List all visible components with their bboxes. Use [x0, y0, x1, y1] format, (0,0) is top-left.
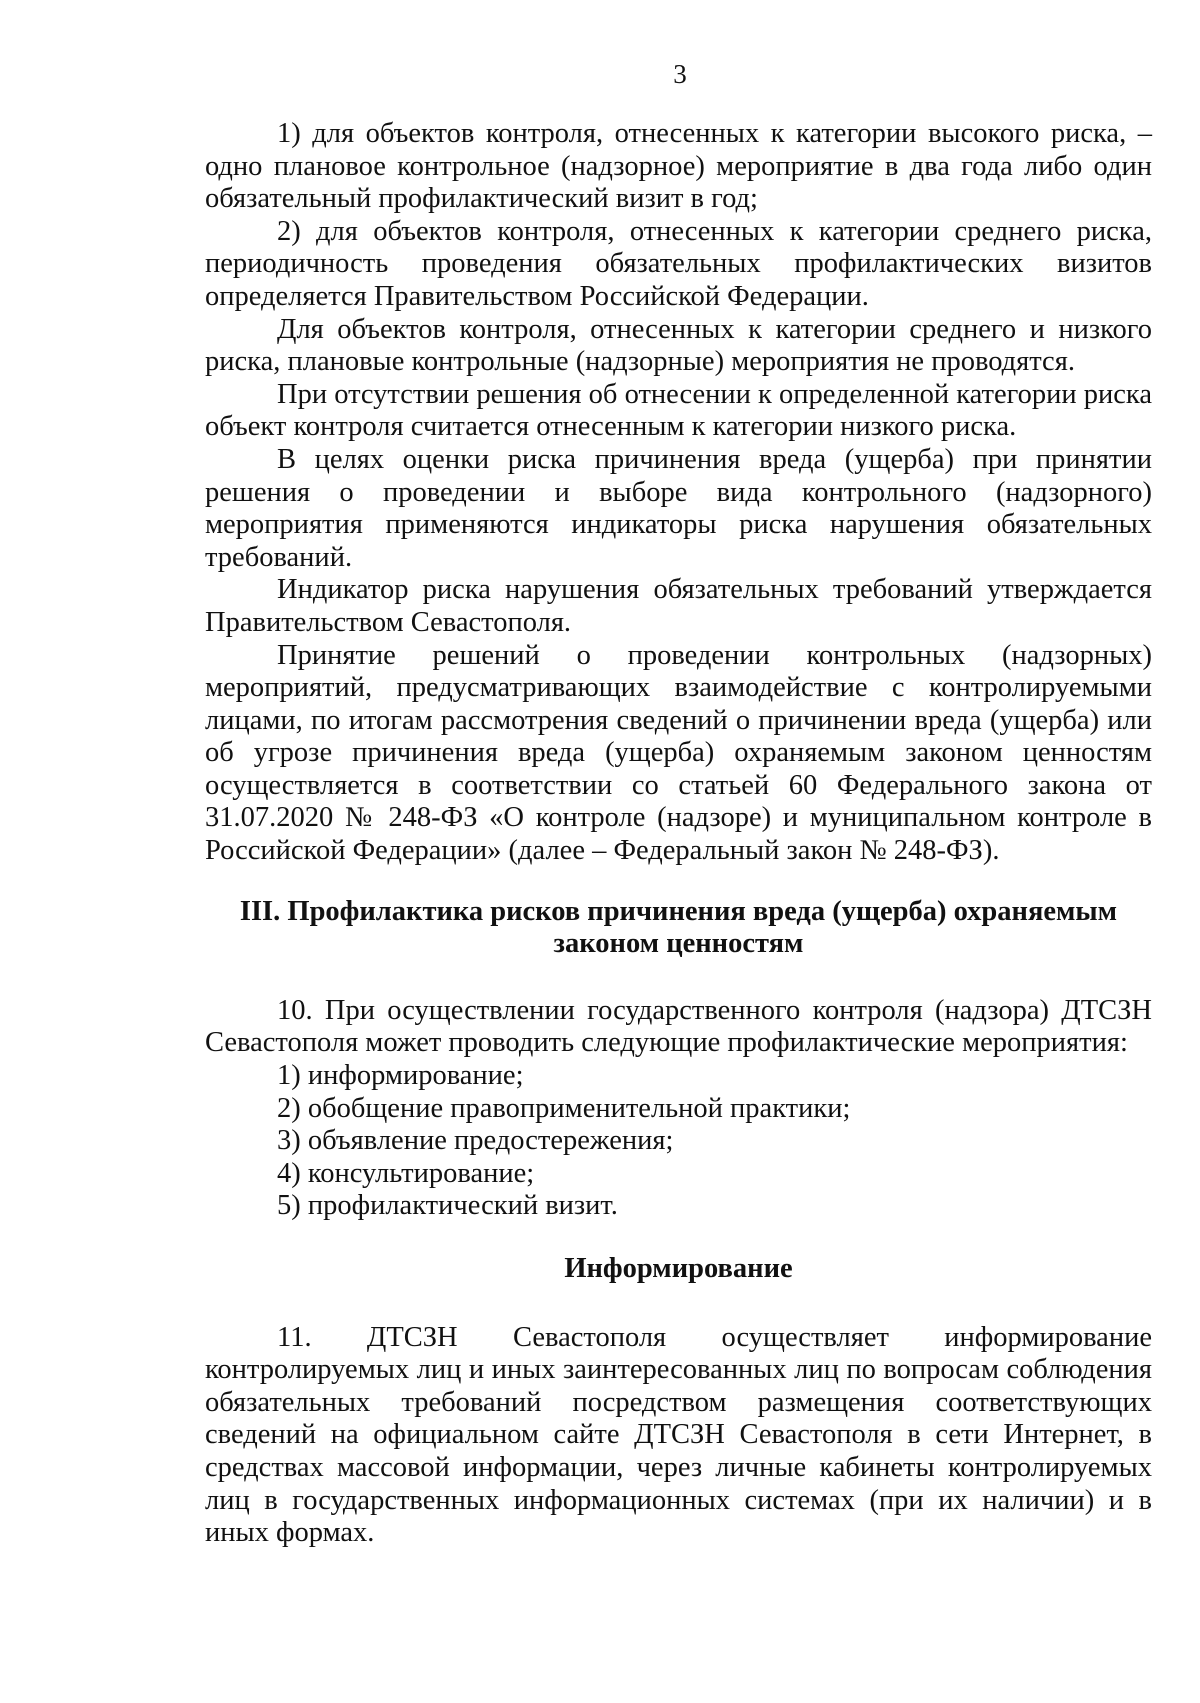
subheading-informing: Информирование [564, 1253, 793, 1284]
paragraph-no-planned-events: Для объектов контроля, отнесенных к категории среднего и низкого риска, плановые контрольные (надзорные) мероприятия не проводятся. [205, 313, 1152, 378]
list-item: 3) объявление предостережения; [277, 1125, 674, 1157]
spacer [205, 1223, 1152, 1253]
section-heading-line-1: III. Профилактика рисков причинения вреда (ущерба) охраняемым [239, 895, 1118, 927]
paragraph-indicator-approval: Индикатор риска нарушения обязательных требований утверждается Правительством Севастополя. [205, 574, 1152, 638]
paragraph-default-low-risk: При отсутствии решения об отнесении к определенной категории риска объект контроля считается отнесенным к категории низкого риска. [205, 378, 1152, 443]
spacer [205, 1286, 1152, 1322]
paragraph-risk-indicators: В целях оценки риска причинения вреда (ущерба) при принятии решения о проведении и выборе вида контрольного (надзорного) мероприятия применяются индикаторы риска нарушения обязательных требований. [205, 443, 1152, 573]
paragraph-10: 10. При осуществлении государственного контроля (надзора) ДТСЗН Севастополя может проводить следующие профилактические мероприятия: [205, 994, 1152, 1059]
list-item: 1) информирование; [277, 1060, 524, 1092]
paragraph-11: 11. ДТСЗН Севастополя осуществляет информирование контролируемых лиц и иных заинтересованных лиц по вопросам соблюдения обязательных требований посредством размещения соответствующих сведений на официальном сайте ДТСЗН Севастополя в сети Интернет, в средствах массовой информации, через личные кабинеты контролируемых лиц в государственных информационных системах (при их наличии) и в иных формах. [205, 1321, 1152, 1549]
document-body [205, 118, 1152, 1550]
list-item: 5) профилактический визит. [277, 1190, 618, 1222]
spacer [205, 961, 1152, 995]
paragraph-medium-risk: 2) для объектов контроля, отнесенных к категории среднего риска, периодичность проведения обязательных профилактических визитов определяется Правительством Российской Федерации. [205, 215, 1152, 312]
spacer [205, 868, 1152, 896]
section-heading-line-2: законом ценностям [553, 928, 804, 960]
section-heading [205, 896, 1152, 961]
paragraph-high-risk: 1) для объектов контроля, отнесенных к категории высокого риска, – одно плановое контрольное (надзорное) мероприятие в два года либо один обязательный профилактический визит в год; [205, 118, 1152, 215]
list-item: 2) обобщение правоприменительной практики; [277, 1092, 851, 1124]
paragraph-decision-making: Принятие решений о проведении контрольных (надзорных) мероприятий, предусматривающих взаимодействие с контролируемыми лицами, по итогам рассмотрения сведений о причинении вреда (ущерба) или об угрозе причинения вреда (ущерба) охраняемым законом ценностям осуществляется в соответствии со статьей 60 Федерального закона от 31.07.2020 № 248-ФЗ «О контроле (надзоре) и муниципальном контроле в Российской Федерации» (далее – Федеральный закон № 248-ФЗ). [205, 639, 1152, 867]
list-item: 4) консультирование; [277, 1157, 535, 1189]
page-number: 3 [673, 59, 687, 89]
